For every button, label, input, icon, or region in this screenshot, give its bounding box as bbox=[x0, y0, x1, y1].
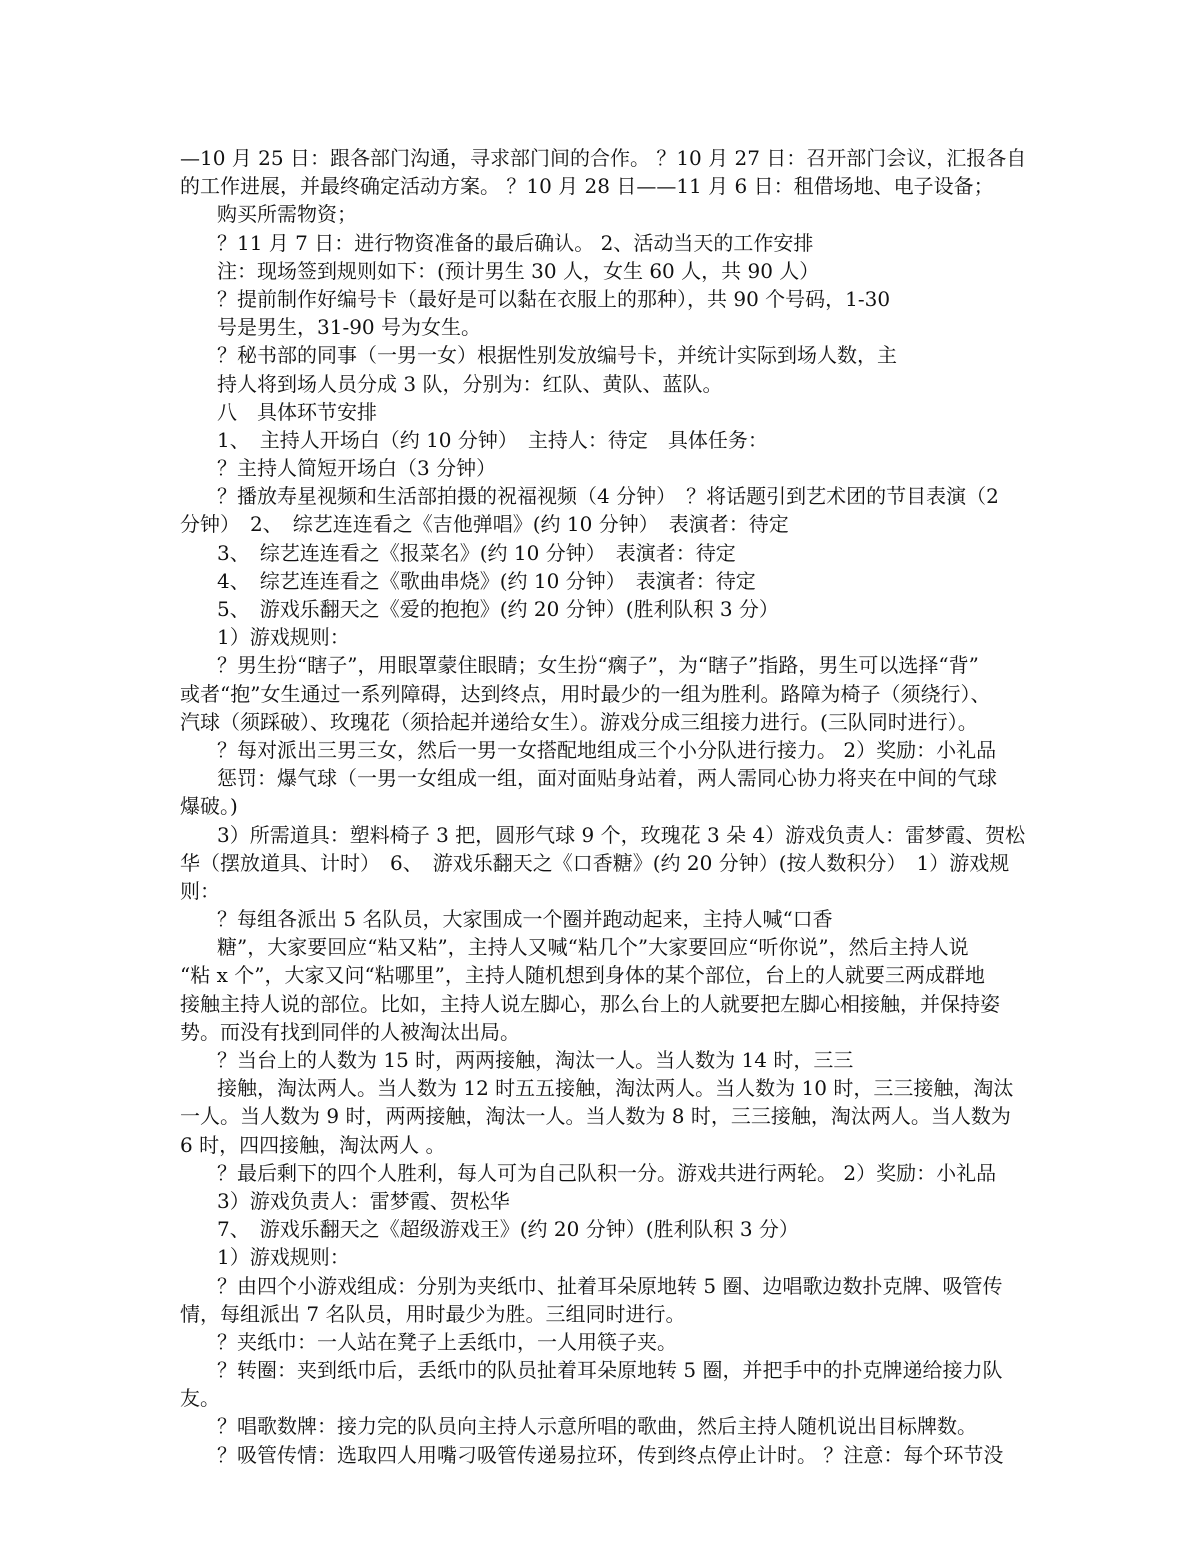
text-line: 4、 综艺连连看之《歌曲串烧》(约 10 分钟） 表演者：待定 bbox=[217, 568, 756, 593]
text-line: 糖”，大家要回应“粘又粘”，主持人又喊“粘几个”大家要回应“听你说”，然后主持人说 bbox=[217, 935, 969, 960]
text-line: 或者“抱”女生通过一系列障碍，达到终点，用时最少的一组为胜利。路障为椅子（须绕行）、 bbox=[180, 681, 991, 706]
text-line: 1）游戏规则： bbox=[217, 1245, 350, 1270]
text-line: 号是男生，31-90 号为女生。 bbox=[217, 315, 482, 340]
text-line: 惩罚：爆气球（一男一女组成一组，面对面贴身站着，两人需同心协力将夹在中间的气球 bbox=[217, 766, 997, 791]
text-line: ？转圈：夹到纸巾后，丢纸巾的队员扯着耳朵原地转 5 圈，并把手中的扑克牌递给接力队 bbox=[217, 1358, 1003, 1383]
text-line: ？11 月 7 日：进行物资准备的最后确认。 2、活动当天的工作安排 bbox=[217, 230, 814, 255]
text-line: 1）游戏规则： bbox=[217, 625, 350, 650]
text-line: 汽球（须踩破）、玫瑰花（须拾起并递给女生）。游戏分成三组接力进行。(三队同时进行）。 bbox=[180, 709, 978, 734]
text-line: 爆破。) bbox=[180, 794, 238, 819]
text-line: ？秘书部的同事（一男一女）根据性别发放编号卡，并统计实际到场人数，主 bbox=[217, 343, 897, 368]
text-line: 八 具体环节安排 bbox=[217, 399, 377, 424]
text-line: 3）游戏负责人：雷梦霞、贺松华 bbox=[217, 1188, 510, 1213]
text-line: ？播放寿星视频和生活部拍摄的祝福视频（4 分钟） ？将话题引到艺术团的节目表演（2 bbox=[217, 484, 999, 509]
text-line: 3、 综艺连连看之《报菜名》(约 10 分钟） 表演者：待定 bbox=[217, 540, 736, 565]
text-line: ？主持人简短开场白（3 分钟） bbox=[217, 456, 497, 481]
text-line: ？每对派出三男三女，然后一男一女搭配地组成三个小分队进行接力。 2）奖励：小礼品 bbox=[217, 737, 997, 762]
text-line: 持人将到场人员分成 3 队，分别为：红队、黄队、蓝队。 bbox=[217, 371, 723, 396]
text-line: 注：现场签到规则如下：(预计男生 30 人，女生 60 人，共 90 人） bbox=[217, 258, 820, 283]
text-line: “粘 x 个”，大家又问“粘哪里”，主持人随机想到身体的某个部位，台上的人就要三两成群地 bbox=[180, 963, 985, 988]
text-line: 则： bbox=[180, 878, 220, 903]
text-line: ？最后剩下的四个人胜利，每人可为自己队积一分。游戏共进行两轮。 2）奖励：小礼品 bbox=[217, 1160, 997, 1185]
text-line: ？由四个小游戏组成：分别为夹纸巾、扯着耳朵原地转 5 圈、边唱歌边数扑克牌、吸管传 bbox=[217, 1273, 1003, 1298]
text-line: 接触主持人说的部位。比如，主持人说左脚心，那么台上的人就要把左脚心相接触，并保持姿 bbox=[180, 991, 1000, 1016]
text-line: ？吸管传情：选取四人用嘴刁吸管传递易拉环，传到终点停止计时。 ？注意：每个环节没 bbox=[217, 1442, 1004, 1467]
text-line: 势。而没有找到同伴的人被淘汰出局。 bbox=[180, 1019, 520, 1044]
text-line: 分钟） 2、 综艺连连看之《吉他弹唱》(约 10 分钟） 表演者：待定 bbox=[180, 512, 789, 537]
text-line: 华（摆放道具、计时） 6、 游戏乐翻天之《口香糖》(约 20 分钟）(按人数积分） 1）游戏规 bbox=[180, 850, 1010, 875]
text-line: 7、 游戏乐翻天之《超级游戏王》(约 20 分钟）(胜利队积 3 分） bbox=[217, 1217, 799, 1242]
text-line: 情，每组派出 7 名队员，用时最少为胜。三组同时进行。 bbox=[180, 1301, 686, 1326]
text-line: 购买所需物资； bbox=[217, 202, 357, 227]
document-page bbox=[180, 144, 1028, 1469]
text-line: ？唱歌数牌：接力完的队员向主持人示意所唱的歌曲，然后主持人随机说出目标牌数。 bbox=[217, 1414, 977, 1439]
text-line: ？当台上的人数为 15 时，两两接触，淘汰一人。当人数为 14 时，三三 bbox=[217, 1048, 854, 1072]
text-line: —10 月 25 日：跟各部门沟通，寻求部门间的合作。 ？10 月 27 日：召开部门会议，汇报各自 bbox=[180, 146, 1027, 170]
text-line: ？每组各派出 5 名队员，大家围成一个圈并跑动起来，主持人喊“口香 bbox=[217, 907, 833, 932]
text-line: ？男生扮“瞎子”，用眼罩蒙住眼睛；女生扮“瘸子”，为“瞎子”指路，男生可以选择“背” bbox=[217, 653, 979, 678]
text-line: 1、 主持人开场白（约 10 分钟） 主持人：待定 具体任务： bbox=[217, 427, 768, 452]
text-line: 友。 bbox=[180, 1386, 220, 1411]
text-line: 一人。当人数为 9 时，两两接触，淘汰一人。当人数为 8 时，三三接触，淘汰两人。当人数为 bbox=[180, 1104, 1011, 1129]
text-line: ？夹纸巾：一人站在凳子上丢纸巾，一人用筷子夹。 bbox=[217, 1329, 677, 1354]
text-line: 6 时，四四接触，淘汰两人 。 bbox=[180, 1132, 446, 1157]
text-line: 的工作进展，并最终确定活动方案。 ？10 月 28 日——11 月 6 日：租借场地、电子设备； bbox=[180, 174, 994, 199]
text-line: ？提前制作好编号卡（最好是可以黏在衣服上的那种），共 90 个号码，1-30 bbox=[217, 286, 891, 311]
text-line: 3）所需道具：塑料椅子 3 把，圆形气球 9 个，玫瑰花 3 朵 4）游戏负责人：雷梦霞、贺松 bbox=[217, 822, 1026, 847]
text-line: 接触，淘汰两人。当人数为 12 时五五接触，淘汰两人。当人数为 10 时，三三接触，淘汰 bbox=[217, 1076, 1014, 1101]
text-line: 5、 游戏乐翻天之《爱的抱抱》(约 20 分钟）(胜利队积 3 分） bbox=[217, 597, 779, 621]
